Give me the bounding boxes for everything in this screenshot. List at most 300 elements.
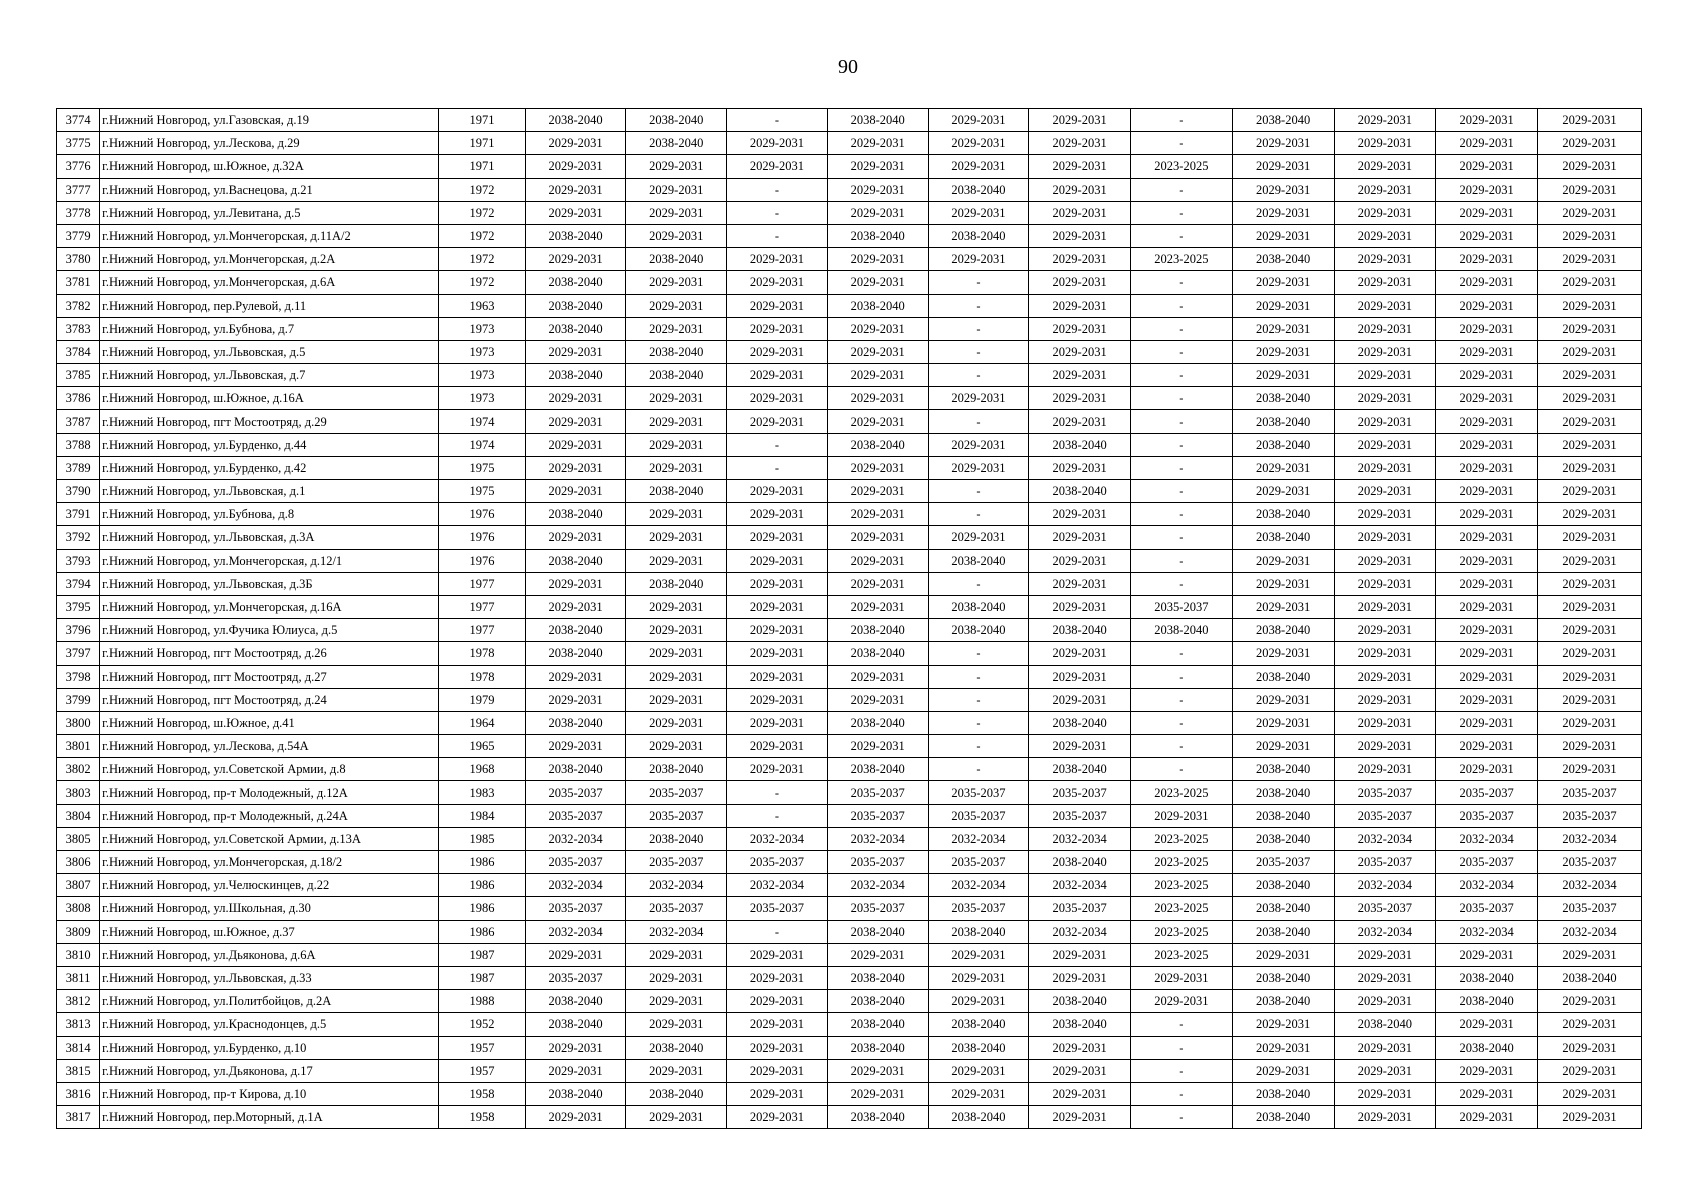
schedule-cell: 2029-2031 — [1436, 178, 1538, 201]
schedule-cell: - — [1131, 1082, 1233, 1105]
schedule-cell: - — [1131, 642, 1233, 665]
schedule-cell: 2038-2040 — [525, 317, 626, 340]
schedule-cell: 2029-2031 — [626, 178, 727, 201]
schedule-cell: 2032-2034 — [1029, 874, 1131, 897]
year-built-cell: 1972 — [439, 201, 525, 224]
schedule-cell: 2029-2031 — [1436, 271, 1538, 294]
schedule-cell: 2035-2037 — [827, 804, 928, 827]
schedule-cell: 2029-2031 — [525, 155, 626, 178]
schedule-cell: 2029-2031 — [727, 642, 828, 665]
schedule-cell: 2029-2031 — [727, 132, 828, 155]
schedule-cell: 2038-2040 — [626, 1036, 727, 1059]
schedule-cell: 2038-2040 — [1232, 619, 1334, 642]
schedule-cell: 2038-2040 — [827, 758, 928, 781]
address-cell: г.Нижний Новгород, пгт Мостоотряд, д.26 — [100, 642, 439, 665]
schedule-cell: 2038-2040 — [1232, 109, 1334, 132]
schedule-cell: 2029-2031 — [626, 642, 727, 665]
schedule-cell: 2029-2031 — [827, 688, 928, 711]
schedule-cell: - — [1131, 688, 1233, 711]
schedule-cell: 2029-2031 — [1029, 503, 1131, 526]
schedule-cell: 2038-2040 — [626, 758, 727, 781]
table-row — [57, 827, 1642, 850]
schedule-cell: 2023-2025 — [1131, 920, 1233, 943]
schedule-cell: 2038-2040 — [525, 1082, 626, 1105]
schedule-cell: 2029-2031 — [1029, 109, 1131, 132]
schedule-cell: 2029-2031 — [1436, 1106, 1538, 1129]
schedule-cell: - — [1131, 132, 1233, 155]
address-cell: г.Нижний Новгород, ул.Мончегорская, д.6А — [100, 271, 439, 294]
row-number-cell: 3779 — [57, 224, 100, 247]
schedule-cell: 2032-2034 — [1334, 874, 1436, 897]
schedule-cell: 2029-2031 — [1538, 526, 1642, 549]
schedule-cell: 2023-2025 — [1131, 781, 1233, 804]
schedule-cell: 2029-2031 — [1029, 248, 1131, 271]
schedule-cell: 2029-2031 — [1436, 109, 1538, 132]
table-row — [57, 456, 1642, 479]
table-row — [57, 155, 1642, 178]
schedule-cell: 2029-2031 — [928, 966, 1029, 989]
schedule-cell: 2029-2031 — [1436, 1013, 1538, 1036]
schedule-cell: 2029-2031 — [626, 990, 727, 1013]
address-cell: г.Нижний Новгород, пр-т Молодежный, д.24А — [100, 804, 439, 827]
schedule-cell: 2029-2031 — [1538, 178, 1642, 201]
schedule-cell: 2029-2031 — [1538, 595, 1642, 618]
schedule-cell: 2038-2040 — [1029, 990, 1131, 1013]
schedule-cell: 2029-2031 — [1436, 503, 1538, 526]
schedule-cell: 2029-2031 — [1334, 480, 1436, 503]
schedule-cell: 2038-2040 — [827, 966, 928, 989]
housing-repair-schedule-table — [56, 108, 1642, 1129]
row-number-cell: 3789 — [57, 456, 100, 479]
address-cell: г.Нижний Новгород, ул.Васнецова, д.21 — [100, 178, 439, 201]
schedule-cell: 2029-2031 — [1436, 1082, 1538, 1105]
schedule-cell: 2029-2031 — [1538, 248, 1642, 271]
schedule-cell: 2029-2031 — [1538, 456, 1642, 479]
schedule-cell: - — [1131, 456, 1233, 479]
schedule-cell: 2029-2031 — [626, 549, 727, 572]
schedule-cell: 2029-2031 — [1029, 572, 1131, 595]
schedule-cell: 2029-2031 — [827, 456, 928, 479]
schedule-cell: 2038-2040 — [1436, 966, 1538, 989]
year-built-cell: 1978 — [439, 665, 525, 688]
schedule-cell: 2038-2040 — [1029, 480, 1131, 503]
schedule-cell: 2029-2031 — [525, 410, 626, 433]
schedule-cell: 2029-2031 — [1232, 735, 1334, 758]
schedule-cell: 2029-2031 — [827, 340, 928, 363]
schedule-cell: - — [928, 665, 1029, 688]
schedule-cell: 2029-2031 — [727, 1059, 828, 1082]
schedule-cell: 2029-2031 — [1334, 294, 1436, 317]
row-number-cell: 3811 — [57, 966, 100, 989]
year-built-cell: 1976 — [439, 503, 525, 526]
schedule-cell: 2035-2037 — [626, 804, 727, 827]
schedule-cell: 2029-2031 — [1029, 595, 1131, 618]
schedule-cell: 2029-2031 — [1334, 758, 1436, 781]
row-number-cell: 3803 — [57, 781, 100, 804]
schedule-cell: 2029-2031 — [626, 155, 727, 178]
schedule-cell: 2029-2031 — [1232, 688, 1334, 711]
year-built-cell: 1971 — [439, 155, 525, 178]
schedule-cell: 2029-2031 — [1334, 224, 1436, 247]
row-number-cell: 3785 — [57, 364, 100, 387]
schedule-cell: 2035-2037 — [928, 781, 1029, 804]
schedule-cell: 2023-2025 — [1131, 897, 1233, 920]
table-row — [57, 503, 1642, 526]
schedule-cell: - — [1131, 1059, 1233, 1082]
address-cell: г.Нижний Новгород, ш.Южное, д.16А — [100, 387, 439, 410]
schedule-cell: 2029-2031 — [827, 178, 928, 201]
schedule-cell: 2029-2031 — [1232, 549, 1334, 572]
schedule-cell: 2029-2031 — [626, 735, 727, 758]
row-number-cell: 3786 — [57, 387, 100, 410]
schedule-cell: 2038-2040 — [928, 619, 1029, 642]
year-built-cell: 1965 — [439, 735, 525, 758]
schedule-cell: - — [928, 711, 1029, 734]
schedule-cell: 2032-2034 — [525, 874, 626, 897]
schedule-cell: 2029-2031 — [1538, 317, 1642, 340]
schedule-cell: 2032-2034 — [1334, 920, 1436, 943]
schedule-cell: 2023-2025 — [1131, 827, 1233, 850]
table-row — [57, 271, 1642, 294]
row-number-cell: 3800 — [57, 711, 100, 734]
schedule-cell: 2035-2037 — [1436, 897, 1538, 920]
schedule-cell: 2029-2031 — [1334, 619, 1436, 642]
schedule-cell: 2029-2031 — [1436, 364, 1538, 387]
schedule-cell: 2029-2031 — [827, 480, 928, 503]
schedule-cell: 2029-2031 — [626, 943, 727, 966]
year-built-cell: 1975 — [439, 456, 525, 479]
schedule-cell: 2029-2031 — [727, 410, 828, 433]
schedule-cell: 2029-2031 — [827, 595, 928, 618]
year-built-cell: 1972 — [439, 224, 525, 247]
schedule-cell: 2029-2031 — [1436, 642, 1538, 665]
schedule-cell: 2029-2031 — [1334, 688, 1436, 711]
schedule-cell: 2032-2034 — [827, 874, 928, 897]
address-cell: г.Нижний Новгород, ул.Львовская, д.3А — [100, 526, 439, 549]
schedule-cell: 2029-2031 — [928, 456, 1029, 479]
schedule-cell: 2035-2037 — [1334, 851, 1436, 874]
schedule-cell: - — [727, 178, 828, 201]
schedule-cell: 2038-2040 — [626, 248, 727, 271]
schedule-cell: 2029-2031 — [1334, 526, 1436, 549]
table-row — [57, 248, 1642, 271]
table-row — [57, 851, 1642, 874]
schedule-cell: 2029-2031 — [1232, 224, 1334, 247]
schedule-cell: 2029-2031 — [1334, 340, 1436, 363]
schedule-cell: 2029-2031 — [1029, 1082, 1131, 1105]
schedule-cell: 2029-2031 — [626, 224, 727, 247]
schedule-cell: 2029-2031 — [827, 248, 928, 271]
schedule-cell: 2029-2031 — [1029, 317, 1131, 340]
schedule-cell: 2029-2031 — [1538, 735, 1642, 758]
schedule-cell: 2029-2031 — [727, 572, 828, 595]
schedule-cell: 2029-2031 — [727, 480, 828, 503]
schedule-cell: 2038-2040 — [928, 1106, 1029, 1129]
table-row — [57, 642, 1642, 665]
schedule-cell: 2029-2031 — [727, 1106, 828, 1129]
schedule-cell: 2038-2040 — [827, 1036, 928, 1059]
schedule-cell: 2029-2031 — [928, 248, 1029, 271]
address-cell: г.Нижний Новгород, ул.Львовская, д.1 — [100, 480, 439, 503]
schedule-cell: 2029-2031 — [727, 1082, 828, 1105]
schedule-cell: 2023-2025 — [1131, 874, 1233, 897]
schedule-cell: 2029-2031 — [626, 201, 727, 224]
schedule-cell: 2029-2031 — [727, 758, 828, 781]
address-cell: г.Нижний Новгород, ул.Мончегорская, д.16А — [100, 595, 439, 618]
schedule-cell: 2029-2031 — [1334, 364, 1436, 387]
schedule-cell: 2029-2031 — [1538, 109, 1642, 132]
schedule-cell: 2029-2031 — [1334, 132, 1436, 155]
address-cell: г.Нижний Новгород, пгт Мостоотряд, д.27 — [100, 665, 439, 688]
schedule-cell: 2032-2034 — [727, 874, 828, 897]
address-cell: г.Нижний Новгород, ул.Советской Армии, д.8 — [100, 758, 439, 781]
address-cell: г.Нижний Новгород, пр-т Молодежный, д.12А — [100, 781, 439, 804]
row-number-cell: 3781 — [57, 271, 100, 294]
schedule-cell: 2029-2031 — [1436, 155, 1538, 178]
table-row — [57, 781, 1642, 804]
table-row — [57, 990, 1642, 1013]
schedule-cell: 2029-2031 — [727, 155, 828, 178]
row-number-cell: 3799 — [57, 688, 100, 711]
schedule-cell: 2029-2031 — [626, 711, 727, 734]
year-built-cell: 1977 — [439, 572, 525, 595]
schedule-cell: 2029-2031 — [1029, 340, 1131, 363]
schedule-cell: 2029-2031 — [626, 387, 727, 410]
schedule-cell: 2029-2031 — [1436, 665, 1538, 688]
table-row — [57, 711, 1642, 734]
table-row — [57, 132, 1642, 155]
schedule-cell: 2029-2031 — [1029, 178, 1131, 201]
schedule-cell: 2038-2040 — [626, 132, 727, 155]
schedule-cell: 2029-2031 — [727, 364, 828, 387]
schedule-cell: 2035-2037 — [1538, 851, 1642, 874]
schedule-cell: 2029-2031 — [1334, 943, 1436, 966]
schedule-cell: 2029-2031 — [1029, 387, 1131, 410]
schedule-cell: 2029-2031 — [1232, 155, 1334, 178]
schedule-cell: 2029-2031 — [1029, 642, 1131, 665]
schedule-cell: 2029-2031 — [626, 456, 727, 479]
address-cell: г.Нижний Новгород, ш.Южное, д.32А — [100, 155, 439, 178]
schedule-cell: 2029-2031 — [928, 433, 1029, 456]
schedule-cell: 2029-2031 — [1436, 410, 1538, 433]
schedule-cell: 2029-2031 — [1029, 294, 1131, 317]
schedule-cell: 2038-2040 — [928, 920, 1029, 943]
schedule-cell: 2038-2040 — [525, 711, 626, 734]
address-cell: г.Нижний Новгород, ул.Школьная, д.30 — [100, 897, 439, 920]
schedule-cell: 2029-2031 — [1436, 294, 1538, 317]
schedule-cell: 2038-2040 — [1029, 433, 1131, 456]
schedule-cell: - — [1131, 1013, 1233, 1036]
schedule-cell: 2035-2037 — [928, 897, 1029, 920]
schedule-cell: 2032-2034 — [525, 827, 626, 850]
year-built-cell: 1974 — [439, 433, 525, 456]
address-cell: г.Нижний Новгород, ул.Львовская, д.7 — [100, 364, 439, 387]
schedule-cell: 2029-2031 — [827, 271, 928, 294]
year-built-cell: 1985 — [439, 827, 525, 850]
schedule-cell: 2035-2037 — [1029, 781, 1131, 804]
schedule-cell: 2029-2031 — [1334, 456, 1436, 479]
schedule-cell: 2029-2031 — [727, 271, 828, 294]
year-built-cell: 1952 — [439, 1013, 525, 1036]
schedule-cell: 2029-2031 — [1334, 201, 1436, 224]
row-number-cell: 3796 — [57, 619, 100, 642]
schedule-cell: 2029-2031 — [1538, 1082, 1642, 1105]
schedule-cell: 2029-2031 — [1029, 1059, 1131, 1082]
row-number-cell: 3774 — [57, 109, 100, 132]
schedule-cell: 2029-2031 — [1232, 480, 1334, 503]
schedule-cell: - — [928, 364, 1029, 387]
schedule-cell: 2035-2037 — [928, 851, 1029, 874]
schedule-cell: 2029-2031 — [1029, 1036, 1131, 1059]
schedule-cell: 2035-2037 — [1538, 781, 1642, 804]
schedule-cell: 2038-2040 — [1029, 1013, 1131, 1036]
schedule-cell: 2029-2031 — [1334, 1082, 1436, 1105]
schedule-cell: 2029-2031 — [1538, 1059, 1642, 1082]
schedule-cell: 2038-2040 — [525, 271, 626, 294]
schedule-cell: - — [928, 572, 1029, 595]
year-built-cell: 1972 — [439, 248, 525, 271]
table-body — [57, 109, 1642, 1129]
schedule-cell: 2029-2031 — [1538, 480, 1642, 503]
schedule-cell: 2029-2031 — [1538, 132, 1642, 155]
schedule-cell: - — [1131, 387, 1233, 410]
schedule-cell: 2038-2040 — [525, 642, 626, 665]
schedule-cell: - — [1131, 735, 1233, 758]
address-cell: г.Нижний Новгород, ш.Южное, д.41 — [100, 711, 439, 734]
schedule-cell: 2029-2031 — [727, 711, 828, 734]
schedule-cell: - — [1131, 109, 1233, 132]
schedule-cell: 2032-2034 — [1436, 827, 1538, 850]
schedule-cell: 2029-2031 — [727, 966, 828, 989]
schedule-cell: 2029-2031 — [525, 178, 626, 201]
schedule-cell: - — [1131, 294, 1233, 317]
schedule-cell: 2029-2031 — [1436, 688, 1538, 711]
schedule-cell: 2038-2040 — [525, 990, 626, 1013]
schedule-cell: 2029-2031 — [1436, 758, 1538, 781]
schedule-cell: 2032-2034 — [626, 920, 727, 943]
schedule-cell: 2035-2037 — [1538, 804, 1642, 827]
table-row — [57, 735, 1642, 758]
year-built-cell: 1958 — [439, 1106, 525, 1129]
schedule-cell: 2029-2031 — [525, 340, 626, 363]
schedule-cell: 2035-2037 — [1436, 781, 1538, 804]
schedule-cell: 2029-2031 — [1232, 572, 1334, 595]
schedule-cell: 2029-2031 — [827, 317, 928, 340]
schedule-cell: 2032-2034 — [1436, 920, 1538, 943]
schedule-cell: 2029-2031 — [1334, 572, 1436, 595]
schedule-cell: 2038-2040 — [928, 595, 1029, 618]
schedule-cell: 2029-2031 — [727, 735, 828, 758]
schedule-cell: 2029-2031 — [1538, 990, 1642, 1013]
schedule-cell: 2038-2040 — [1232, 990, 1334, 1013]
schedule-cell: 2029-2031 — [1538, 619, 1642, 642]
schedule-cell: 2029-2031 — [928, 132, 1029, 155]
row-number-cell: 3778 — [57, 201, 100, 224]
schedule-cell: - — [1131, 526, 1233, 549]
schedule-cell: 2038-2040 — [525, 503, 626, 526]
schedule-cell: 2032-2034 — [928, 874, 1029, 897]
schedule-cell: 2029-2031 — [1436, 711, 1538, 734]
schedule-cell: 2038-2040 — [1232, 503, 1334, 526]
row-number-cell: 3801 — [57, 735, 100, 758]
schedule-cell: 2029-2031 — [1436, 248, 1538, 271]
schedule-cell: 2029-2031 — [1436, 619, 1538, 642]
schedule-cell: 2029-2031 — [1334, 966, 1436, 989]
schedule-cell: 2029-2031 — [626, 1106, 727, 1129]
schedule-cell: 2029-2031 — [1538, 294, 1642, 317]
schedule-cell: 2035-2037 — [1334, 781, 1436, 804]
schedule-cell: 2038-2040 — [1029, 619, 1131, 642]
year-built-cell: 1977 — [439, 619, 525, 642]
address-cell: г.Нижний Новгород, ул.Бурденко, д.44 — [100, 433, 439, 456]
schedule-cell: 2029-2031 — [1131, 990, 1233, 1013]
schedule-cell: 2035-2037 — [928, 804, 1029, 827]
row-number-cell: 3805 — [57, 827, 100, 850]
table-row — [57, 758, 1642, 781]
schedule-cell: 2029-2031 — [1232, 317, 1334, 340]
schedule-cell: 2029-2031 — [727, 387, 828, 410]
year-built-cell: 1968 — [439, 758, 525, 781]
schedule-cell: 2035-2037 — [525, 966, 626, 989]
schedule-cell: 2032-2034 — [1538, 874, 1642, 897]
schedule-cell: 2029-2031 — [1538, 688, 1642, 711]
schedule-cell: 2029-2031 — [827, 549, 928, 572]
schedule-cell: 2029-2031 — [1029, 132, 1131, 155]
year-built-cell: 1972 — [439, 271, 525, 294]
schedule-cell: 2029-2031 — [1436, 480, 1538, 503]
address-cell: г.Нижний Новгород, пгт Мостоотряд, д.24 — [100, 688, 439, 711]
schedule-cell: 2029-2031 — [727, 665, 828, 688]
schedule-cell: 2038-2040 — [525, 758, 626, 781]
year-built-cell: 1986 — [439, 851, 525, 874]
schedule-cell: 2029-2031 — [1538, 271, 1642, 294]
schedule-cell: - — [928, 688, 1029, 711]
schedule-cell: 2038-2040 — [626, 480, 727, 503]
schedule-cell: 2029-2031 — [1029, 456, 1131, 479]
schedule-cell: 2023-2025 — [1131, 851, 1233, 874]
schedule-cell: 2038-2040 — [1232, 897, 1334, 920]
page-number: 90 — [838, 56, 858, 78]
address-cell: г.Нижний Новгород, ул.Бубнова, д.8 — [100, 503, 439, 526]
schedule-cell: 2029-2031 — [1232, 1013, 1334, 1036]
schedule-cell: 2029-2031 — [626, 966, 727, 989]
schedule-cell: 2035-2037 — [1334, 804, 1436, 827]
schedule-cell: 2029-2031 — [626, 595, 727, 618]
schedule-cell: - — [727, 781, 828, 804]
schedule-cell: 2029-2031 — [1029, 155, 1131, 178]
schedule-cell: 2038-2040 — [1436, 990, 1538, 1013]
row-number-cell: 3807 — [57, 874, 100, 897]
schedule-cell: 2038-2040 — [1232, 1082, 1334, 1105]
schedule-cell: 2029-2031 — [626, 665, 727, 688]
year-built-cell: 1972 — [439, 178, 525, 201]
schedule-cell: 2038-2040 — [1232, 827, 1334, 850]
schedule-cell: 2029-2031 — [1334, 735, 1436, 758]
year-built-cell: 1973 — [439, 364, 525, 387]
address-cell: г.Нижний Новгород, ул.Газовская, д.19 — [100, 109, 439, 132]
schedule-cell: - — [1131, 711, 1233, 734]
schedule-cell: 2029-2031 — [827, 410, 928, 433]
schedule-cell: 2029-2031 — [1232, 294, 1334, 317]
table-row — [57, 966, 1642, 989]
schedule-cell: 2029-2031 — [626, 688, 727, 711]
schedule-cell: 2038-2040 — [1334, 1013, 1436, 1036]
schedule-cell: 2029-2031 — [727, 1036, 828, 1059]
schedule-cell: 2029-2031 — [1436, 943, 1538, 966]
year-built-cell: 1974 — [439, 410, 525, 433]
schedule-cell: 2029-2031 — [928, 109, 1029, 132]
schedule-cell: 2029-2031 — [1334, 317, 1436, 340]
